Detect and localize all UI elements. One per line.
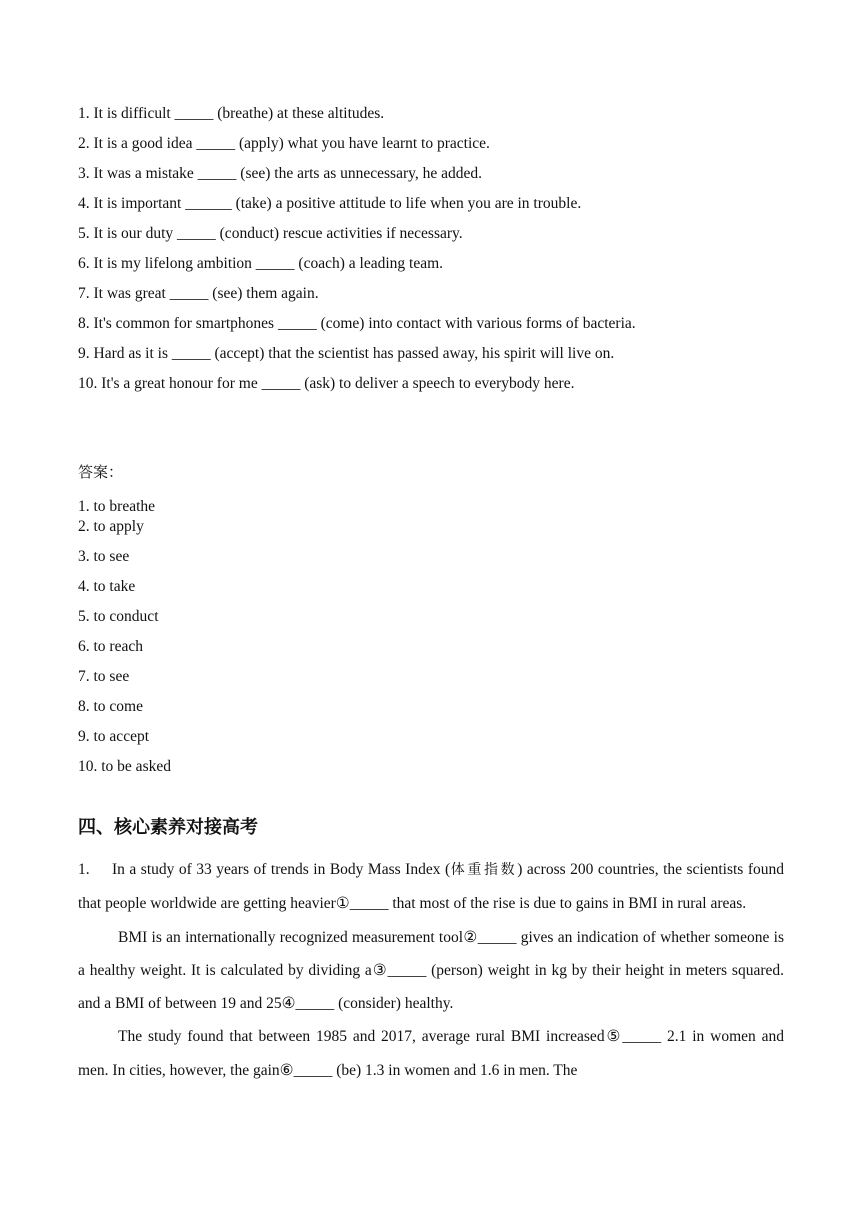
exercise-item-1: 1. It is difficult _____ (breathe) at these altitudes. [78, 105, 385, 122]
answer-item-7: 7. to see [78, 668, 130, 685]
passage-paragraph-1 [78, 853, 784, 921]
answer-item-8: 8. to come [78, 698, 143, 715]
section-heading: 四、核心素养对接高考 [78, 817, 258, 838]
answers-label: 答案： [78, 463, 124, 481]
answer-item-6: 6. to reach [78, 638, 143, 655]
exercise-item-3: 3. It was a mistake _____ (see) the arts as unnecessary, he added. [78, 165, 483, 182]
exercise-item-2: 2. It is a good idea _____ (apply) what you have learnt to practice. [78, 135, 490, 152]
passage-paragraph-2: BMI is an internationally recognized measurement tool②_____ gives an indication of whether someone is a healthy weight. It is calculated by dividing a③_____ (person) weight in kg by their height in meters squared. and a BMI of between 19 and 25④_____ (consider) healthy. [78, 928, 784, 1013]
exercise-item-9: 9. Hard as it is _____ (accept) that the scientist has passed away, his spirit will live on. [78, 345, 615, 362]
answer-item-2: 2. to apply [78, 518, 144, 535]
answer-item-4: 4. to take [78, 578, 136, 595]
passage-number: 1. [78, 861, 90, 878]
exercise-item-7: 7. It was great _____ (see) them again. [78, 285, 319, 302]
answer-item-5: 5. to conduct [78, 608, 159, 625]
answer-item-10: 10. to be asked [78, 758, 171, 775]
exercise-item-6: 6. It is my lifelong ambition _____ (coach) a leading team. [78, 255, 444, 272]
exercise-item-4: 4. It is important ______ (take) a positive attitude to life when you are in trouble. [78, 195, 582, 212]
reading-passage [78, 853, 784, 1087]
passage-p1-cjk: 体重指数 [450, 862, 518, 878]
answer-item-1: 1. to breathe [78, 498, 156, 515]
passage-paragraph-3: The study found that between 1985 and 2017, average rural BMI increased⑤_____ 2.1 in women and men. In cities, however, the gain⑥_____ (be) 1.3 in women and 1.6 in men. The [78, 1028, 784, 1079]
passage-p1-text-a: In a study of 33 years of trends in Body Mass Index ( [112, 861, 451, 878]
passage-p1-text-b: ) across 200 countries, the scientists found that people worldwide are getting heavier①_____ that most of the rise is due to gains in BMI in rural areas. [78, 861, 784, 913]
answer-item-9: 9. to accept [78, 728, 150, 745]
answer-item-3: 3. to see [78, 548, 130, 565]
exercise-item-10: 10. It's a great honour for me _____ (ask) to deliver a speech to everybody here. [78, 375, 575, 392]
exercise-item-8: 8. It's common for smartphones _____ (come) into contact with various forms of bacteria. [78, 315, 636, 332]
exercise-item-5: 5. It is our duty _____ (conduct) rescue activities if necessary. [78, 225, 463, 242]
